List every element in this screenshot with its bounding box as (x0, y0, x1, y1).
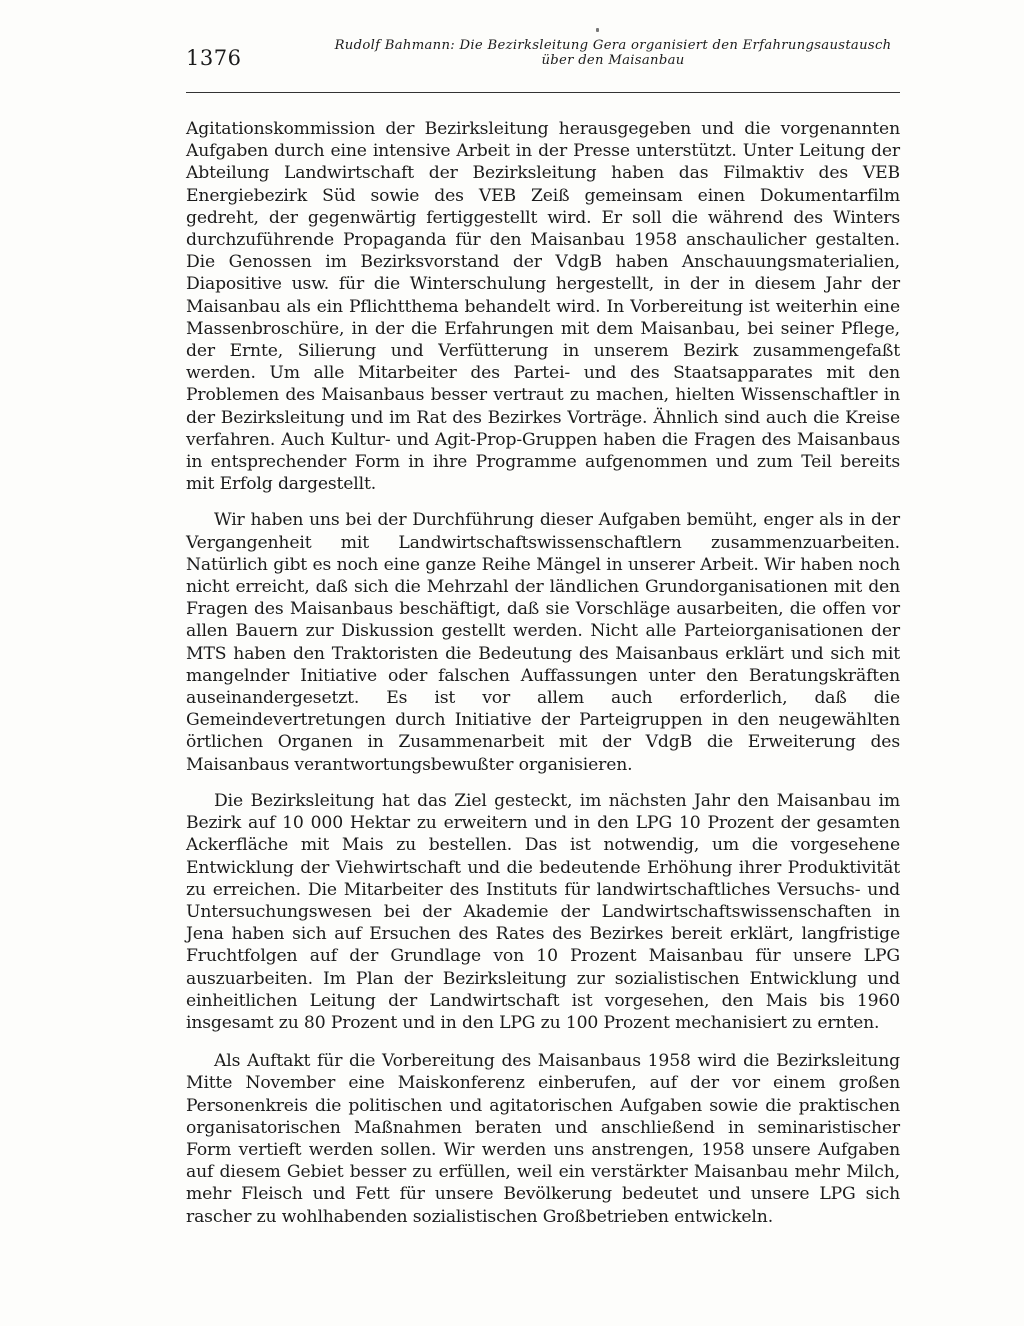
paragraph-4: Als Auftakt für die Vorbereitung des Maisanbaus 1958 wird die Bezirksleitung Mitte November eine Maiskonferenz einberufen, auf der vor einem großen Personenkreis die politischen und agitatorischen Aufgaben sowie die praktischen organisatorischen Maßnahmen beraten und anschließend in seminaristischer Form vertieft werden sollen. Wir werden uns anstrengen, 1958 unsere Aufgaben auf diesem Gebiet besser zu erfüllen, weil ein verstärkter Maisanbau mehr Milch, mehr Fleisch und Fett für unsere Bevölkerung bedeutet und unsere LPG sich rascher zu wohlhabenden sozialistischen Großbetrieben entwickeln. (186, 1051, 900, 1227)
paragraph-3: Die Bezirksleitung hat das Ziel gesteckt, im nächsten Jahr den Maisanbau im Bezirk auf 10 000 Hektar zu erweitern und in den LPG 10 Prozent der gesamten Ackerfläche mit Mais zu bestellen. Das ist notwendig, um die vorgesehene Entwicklung der Viehwirtschaft und die bedeutende Erhöhung ihrer Produktivität zu erreichen. Die Mitarbeiter des Instituts für landwirtschaftliches Versuchs- und Untersuchungswesen bei der Akademie der Landwirtschaftswissenschaften in Jena haben sich auf Ersuchen des Rates des Bezirkes bereit erklärt, langfristige Fruchtfolgen auf der Grundlage von 10 Prozent Maisanbau für unsere LPG auszuarbeiten. Im Plan der Bezirksleitung zur sozialistischen Entwicklung und einheitlichen Leitung der Landwirtschaft ist vorgesehen, den Mais bis 1960 insgesamt zu 80 Prozent und in den LPG zu 100 Prozent mechanisiert zu ernten. (186, 790, 900, 1033)
article-body (186, 118, 900, 1228)
scan-speck (596, 28, 599, 32)
page-header (186, 38, 900, 93)
page-number: 1376 (186, 46, 242, 70)
running-head-line-1: Rudolf Bahmann: Die Bezirksleitung Gera organisiert den Erfahrungsaustausch (334, 38, 892, 53)
running-head (326, 38, 900, 68)
paragraph-1: Agitationskommission der Bezirksleitung herausgegeben und die vorgenannten Aufgaben durch eine intensive Arbeit in der Presse unterstützt. Unter Leitung der Abteilung Landwirtschaft der Bezirksleitung haben das Filmaktiv des VEB Energiebezirk Süd sowie des VEB Zeiß gemeinsam einen Dokumentarfilm gedreht, der gegenwärtig fertiggestellt wird. Er soll die während des Winters durchzuführende Propaganda für den Maisanbau 1958 anschaulicher gestalten. Die Genossen im Bezirksvorstand der VdgB haben Anschauungsmaterialien, Diapositive usw. für die Winterschulung hergestellt, in der in diesem Jahr der Maisanbau als ein Pflichtthema behandelt wird. In Vorbereitung ist weiterhin eine Massenbroschüre, in der die Erfahrungen mit dem Maisanbau, bei seiner Pflege, der Ernte, Silierung und Verfütterung in unserem Bezirk zusammengefaßt werden. Um alle Mitarbeiter des Partei- und des Staatsapparates mit den Problemen des Maisanbaus besser vertraut zu machen, hielten Wissenschaftler in der Bezirksleitung und im Rat des Bezirkes Vorträge. Ähnlich sind auch die Kreise verfahren. Auch Kultur- und Agit-Prop-Gruppen haben die Fragen des Maisanbaus in entsprechender Form in ihre Programme aufgenommen und zum Teil bereits mit Erfolg dargestellt. (186, 119, 900, 495)
running-head-line-2: über den Maisanbau (541, 53, 685, 68)
paragraph-2: Wir haben uns bei der Durchführung dieser Aufgaben bemüht, enger als in der Vergangenheit mit Landwirtschaftswissenschaftlern zusammenzuarbeiten. Natürlich gibt es noch eine ganze Reihe Mängel in unserer Arbeit. Wir haben noch nicht erreicht, daß sich die Mehrzahl der ländlichen Grundorganisationen mit den Fragen des Maisanbaus beschäftigt, daß sie Vorschläge ausarbeiten, die offen vor allen Bauern zur Diskussion gestellt werden. Nicht alle Parteiorganisationen der MTS haben den Traktoristen die Bedeutung des Maisanbaus erklärt und sich mit mangelnder Initiative oder falschen Auffassungen unter den Beratungskräften auseinandergesetzt. Es ist vor allem auch erforderlich, daß die Gemeindevertretungen durch Initiative der Parteigruppen in den neugewählten örtlichen Organen in Zusammenarbeit mit der VdgB die Erweiterung des Maisanbaus verantwortungsbewußter organisieren. (186, 510, 900, 775)
